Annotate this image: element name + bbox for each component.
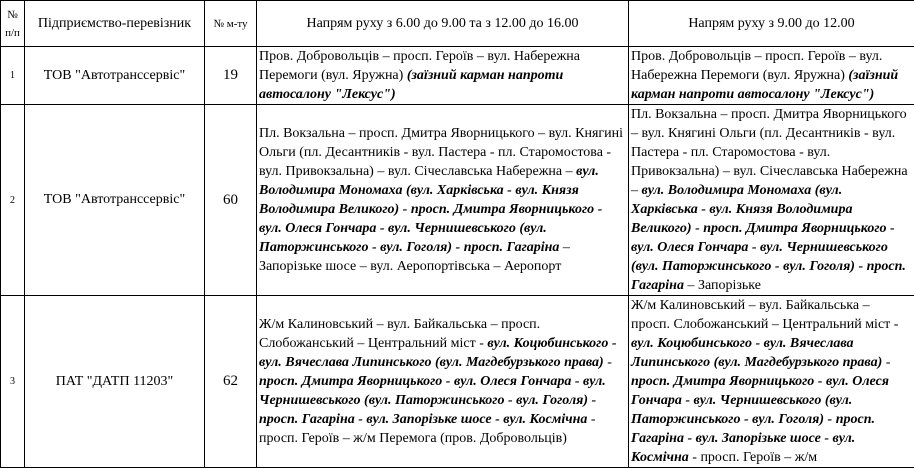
row-index: 3 <box>1 296 25 468</box>
row-route: 62 <box>205 296 257 468</box>
table-row <box>1 47 914 105</box>
header-company: Підприємство-перевізник <box>25 1 205 47</box>
row-dir1 <box>257 105 629 296</box>
row-dir2 <box>629 296 914 468</box>
table-header-row <box>1 1 914 47</box>
street-text: – Запорізьке шосе – вул. Аеропортівська – Аеропорт <box>259 240 570 274</box>
row-dir1 <box>257 47 629 105</box>
row-dir1 <box>257 296 629 468</box>
street-emphasis: вул. Володимира Мономаха (вул. Харківська - вул. Князя Володимира Великого) - просп. Дмитра Яворницького - вул. Олеся Гончара - вул. Чернишевського (вул. Паторжинського - вул. Гоголя) - просп. Гагаріна <box>259 164 602 255</box>
street-emphasis: вул. Володимира Мономаха (вул. Харківська - вул. Князя Володимира Великого) - просп. Дмитра Яворницького - вул. Олеся Гончара - вул. Чернишевського (вул. Паторжинського - вул. Гоголя) - просп. Гагаріна <box>631 183 906 293</box>
street-text: Пл. Вокзальна – просп. Дмитра Яворницького – вул. Княгині Ольги (пл. Десантників - вул. Пастера - пл. Старомостова - вул. Привокзальна) – вул. Січеславська Набережна – <box>259 126 623 179</box>
street-emphasis: (заїзний карман напроти автосалону "Лексус") <box>259 68 563 102</box>
street-text: Пров. Добровольців – просп. Героїв – вул. Набережна Перемоги (вул. Яружна) <box>259 49 580 83</box>
street-emphasis: просп. Дмитра Яворницького - вул. Олеся Гончара - вул. Чернишевського (вул. Паторжинського - вул. Гоголя) - просп. Гагаріна - вул. Запорізьке шосе - вул. Космічна <box>631 374 889 465</box>
row-index: 1 <box>1 47 25 105</box>
street-text: Пров. Добровольців – просп. Героїв – вул. Набережна Перемоги (вул. Яружна) <box>631 49 882 83</box>
row-dir2 <box>629 105 914 296</box>
table-row <box>1 296 914 468</box>
header-no: № п/п <box>1 1 25 47</box>
street-text: - <box>604 355 612 370</box>
header-dir1: Напрям руху з 6.00 до 9.00 та з 12.00 до 16.00 <box>257 1 629 47</box>
row-index: 2 <box>1 105 25 296</box>
header-dir2: Напрям руху з 9.00 до 12.00 <box>629 1 914 47</box>
street-emphasis: просп. Дмитра Яворницького - вул. Олеся Гончара - вул. Чернишевського (вул. Паторжинського - вул. Гоголя) - просп. Гагаріна - вул. Запорізьке шосе - вул. Космічна <box>259 374 606 427</box>
row-dir2 <box>629 47 914 105</box>
street-text: Пл. Вокзальна – просп. Дмитра Яворницького – вул. Княгині Ольги (пл. Десантників - вул. Пастера - пл. Старомостова - вул. Привокзальна) – вул. Січеславська Набережна – <box>631 107 908 198</box>
row-route: 60 <box>205 105 257 296</box>
street-emphasis: вул. Коцюбинського - вул. Вячеслава Липинського (вул. Магдебурзького права) <box>631 336 882 370</box>
street-text: Ж/м Калиновський – вул. Байкальська – просп. Слобожанський – Центральний міст - <box>259 317 540 351</box>
row-route: 19 <box>205 47 257 105</box>
street-text: - <box>882 355 890 370</box>
street-text: - просп. Героїв – ж/м Перемога (пров. Добровольців) <box>259 412 596 446</box>
row-company: ТОВ "Автотранссервіс" <box>25 105 205 296</box>
header-route: № м-ту <box>205 1 257 47</box>
street-text: – Запорізьке <box>684 278 761 293</box>
street-text: Ж/м Калиновський – вул. Байкальська – просп. Слобожанський – Центральний міст - <box>631 298 898 332</box>
row-company: ТОВ "Автотранссервіс" <box>25 47 205 105</box>
street-text: - просп. Героїв – ж/м <box>689 450 817 465</box>
street-emphasis: (заїзний карман напроти автосалону "Лексус") <box>631 68 898 102</box>
table-row <box>1 105 914 296</box>
street-emphasis: вул. Коцюбинського - вул. Вячеслава Липинського (вул. Магдебурзького права) <box>259 336 617 370</box>
row-company: ПАТ "ДАТП 11203" <box>25 296 205 468</box>
